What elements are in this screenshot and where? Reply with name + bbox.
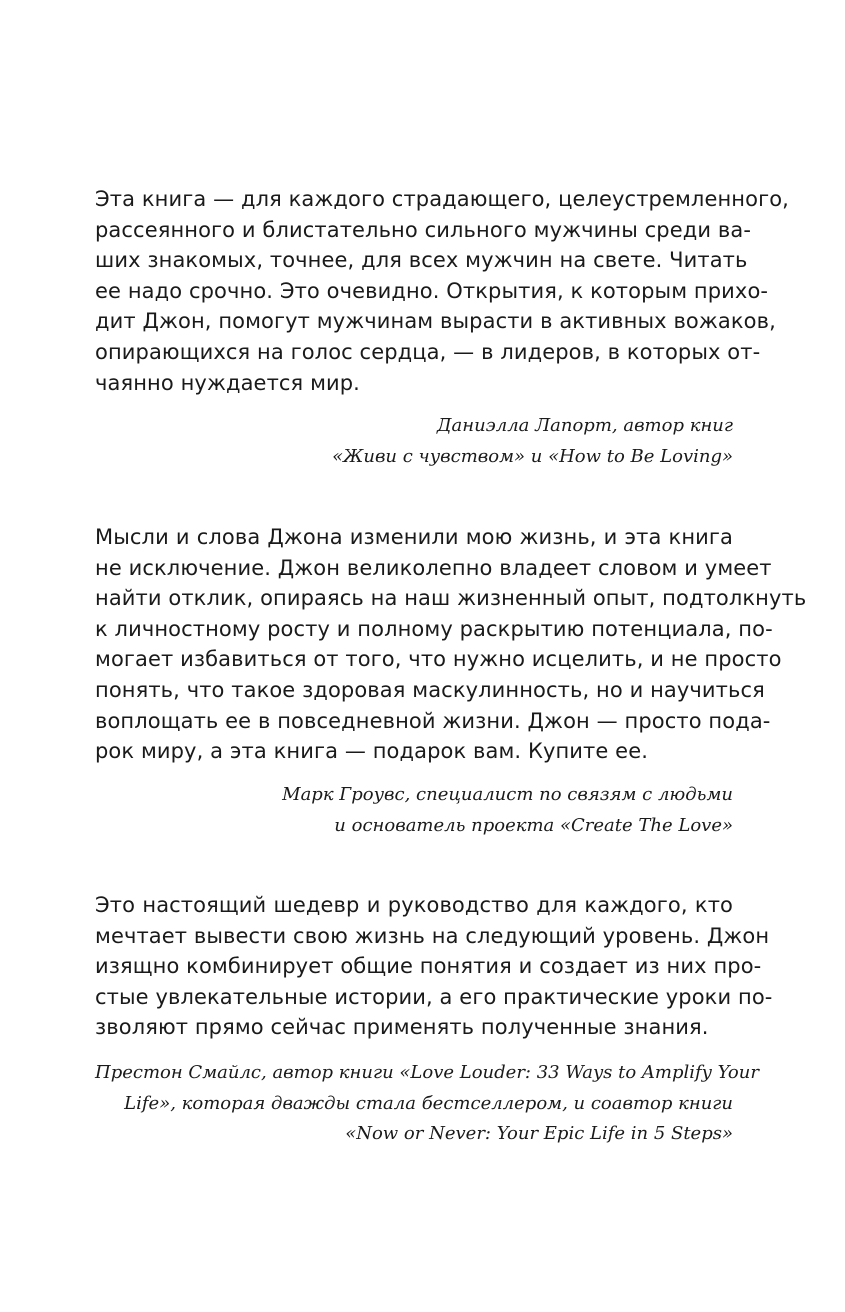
text-line: рок миру, а эта книга — подарок вам. Купите ее. <box>95 739 648 764</box>
text-line: Это настоящий шедевр и руководство для каждого, кто <box>95 893 733 917</box>
attribution-line: «Живи с чувством» и «How to Be Loving» <box>332 445 733 467</box>
text-line: ших знакомых, точнее, для всех мужчин на свете. Читать <box>95 248 748 273</box>
text-line: Мысли и слова Джона изменили мою жизнь, и эта книга <box>95 525 733 549</box>
testimonial-2-attribution <box>95 780 733 841</box>
attribution-line: Life», которая дважды стала бестселлером, и соавтор книги <box>124 1092 733 1114</box>
text-line: Эта книга — для каждого страдающего, целеустремленного, <box>95 187 789 211</box>
text-line: не исключение. Джон великолепно владеет словом и умеет <box>95 555 772 580</box>
text-line: стые увлекательные истории, а его практические уроки по- <box>95 984 773 1009</box>
attribution-line: и основатель проекта «Create The Love» <box>334 814 733 836</box>
testimonial-2-text <box>95 522 807 767</box>
attribution-line: Даниэлла Лапорт, автор книг <box>436 415 733 436</box>
text-line: рассеянного и блистательно сильного мужчины среди ва- <box>95 217 752 242</box>
text-line: мечтает вывести свою жизнь на следующий уровень. Джон <box>95 923 770 948</box>
text-line: зволяют прямо сейчас применять полученные знания. <box>95 1015 709 1040</box>
text-line: к личностному росту и полному раскрытию потенциала, по- <box>95 616 773 641</box>
text-line: изящно комбинирует общие понятия и создает из них про- <box>95 954 762 979</box>
text-line: опирающихся на голос сердца, — в лидеров, в которых от- <box>95 339 761 364</box>
testimonial-3-attribution <box>95 1058 759 1150</box>
text-line: дит Джон, помогут мужчинам вырасти в активных вожаков, <box>95 309 776 334</box>
text-line: найти отклик, опираясь на наш жизненный опыт, подтолкнуть <box>95 586 807 611</box>
testimonial-1-text <box>95 184 789 398</box>
text-line: понять, что такое здоровая маскулинность, но и научиться <box>95 677 765 702</box>
text-line: чаянно нуждается мир. <box>95 370 360 395</box>
testimonial-3-text <box>95 890 773 1043</box>
attribution-line: Престон Смайлс, автор книги «Love Louder: 33 Ways to Amplify Your <box>95 1062 759 1083</box>
testimonial-1-attribution <box>95 411 733 472</box>
attribution-line: «Now or Never: Your Epic Life in 5 Steps» <box>345 1123 733 1145</box>
text-line: могает избавиться от того, что нужно исцелить, и не просто <box>95 647 782 672</box>
text-line: воплощать ее в повседневной жизни. Джон — просто пода- <box>95 708 771 733</box>
attribution-line: Марк Гроувс, специалист по связям с людьми <box>282 784 733 805</box>
text-line: ее надо срочно. Это очевидно. Открытия, к которым прихо- <box>95 278 769 303</box>
